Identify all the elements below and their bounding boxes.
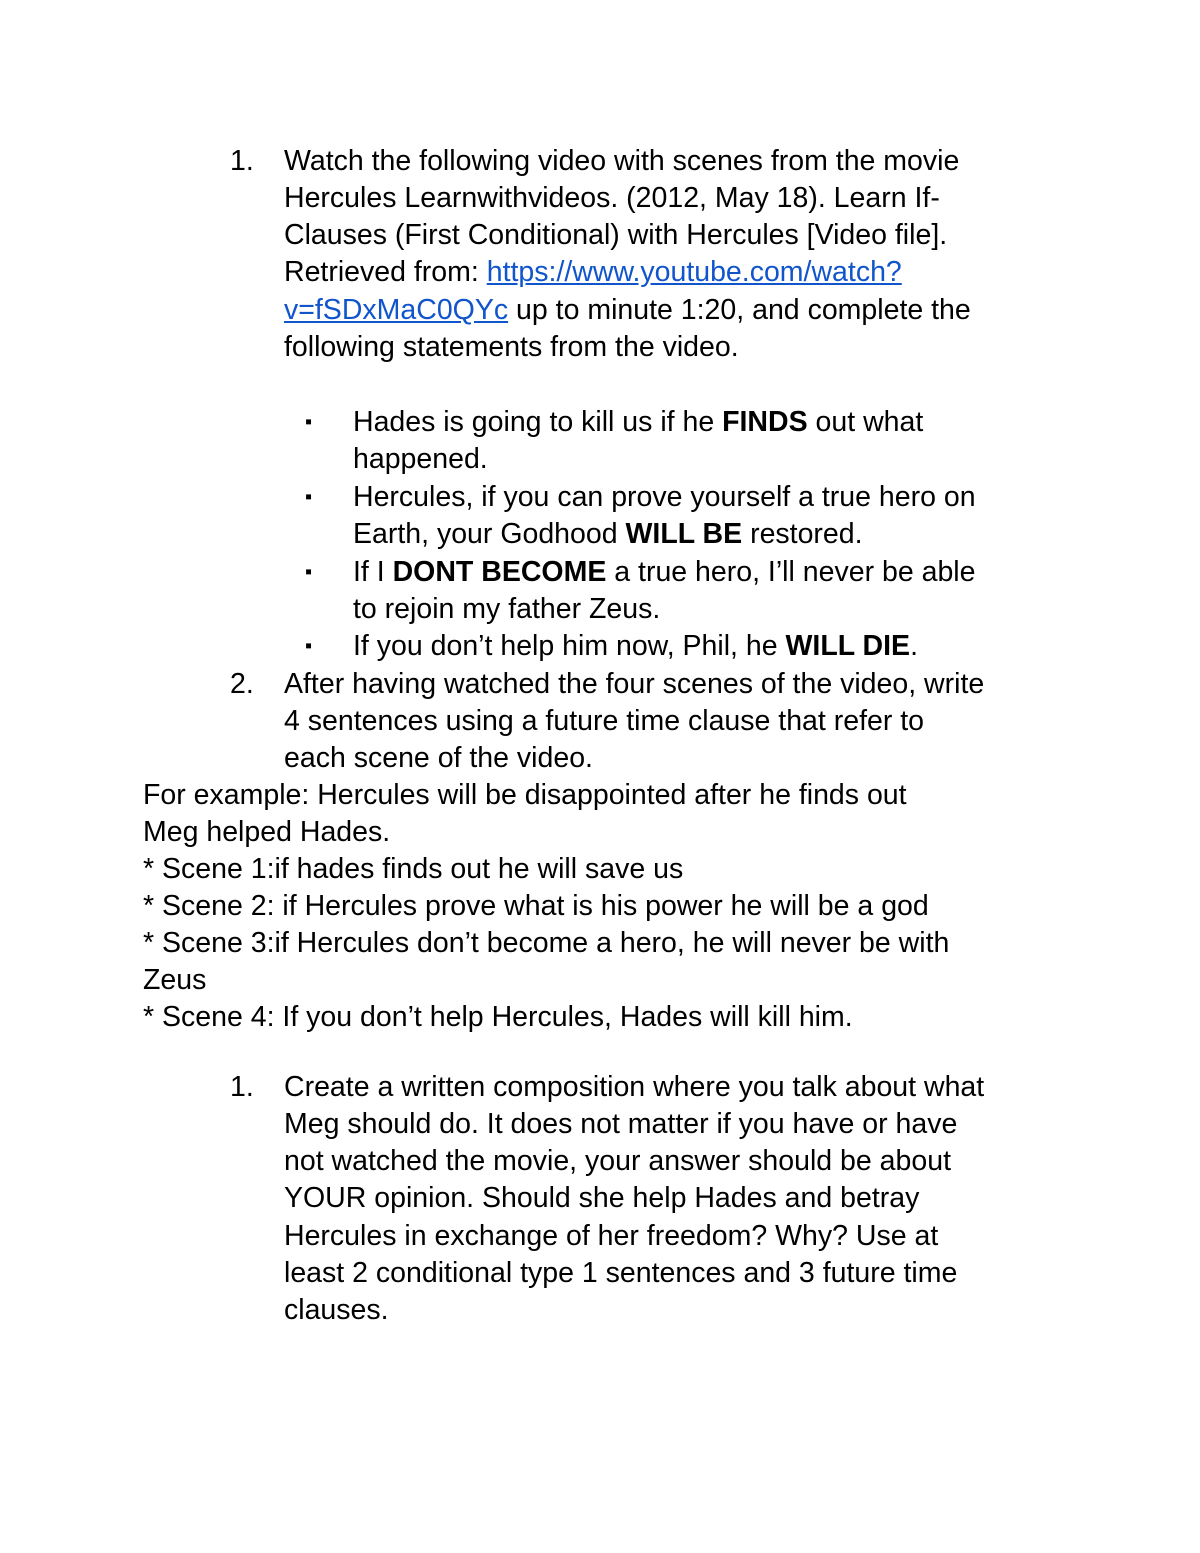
list-number: 1.: [230, 1071, 254, 1103]
retrieved-label: Retrieved from:: [284, 256, 487, 288]
bullet-text: Earth, your Godhood: [353, 518, 626, 550]
paragraph-text: up to minute 1:20, and complete the: [508, 294, 971, 326]
paragraph-line: Hercules in exchange of her freedom? Why? Use at: [284, 1220, 939, 1252]
paragraph-line: each scene of the video.: [284, 742, 593, 774]
bold-answer: WILL DIE: [785, 630, 911, 662]
bullet-line: [353, 516, 863, 553]
bullet-text: out what: [807, 406, 924, 438]
paragraph-line: not watched the movie, your answer should be about: [284, 1145, 951, 1177]
bullet-line: [353, 404, 923, 441]
bullet-line: [353, 554, 975, 591]
paragraph-line: Meg should do. It does not matter if you have or have: [284, 1108, 958, 1140]
bullet-text: Hades is going to kill us if he: [353, 406, 723, 438]
bullet-marker: ▪: [305, 486, 313, 508]
paragraph-line: Hercules Learnwithvideos. (2012, May 18). Learn If-: [284, 182, 940, 214]
paragraph-line: After having watched the four scenes of the video, write: [284, 668, 985, 700]
bullet-line: Hercules, if you can prove yourself a true hero on: [353, 481, 976, 513]
example-line: Meg helped Hades.: [143, 816, 391, 848]
bullet-marker: ▪: [305, 635, 313, 657]
paragraph-line: Clauses (First Conditional) with Hercules [Video file].: [284, 219, 948, 251]
video-link[interactable]: https://www.youtube.com/watch?: [486, 256, 902, 288]
scene-answer: Zeus: [143, 964, 207, 996]
bullet-line: to rejoin my father Zeus.: [353, 593, 661, 625]
bold-answer: FINDS: [722, 406, 808, 438]
scene-answer: * Scene 3:if Hercules don’t become a hero, he will never be with: [143, 927, 950, 959]
paragraph-line: clauses.: [284, 1294, 389, 1326]
bullet-text: If you don’t help him now, Phil, he: [353, 630, 786, 662]
bullet-text: a true hero, I’ll never be able: [606, 556, 976, 588]
paragraph-line: Watch the following video with scenes from the movie: [284, 145, 960, 177]
bullet-text: restored.: [742, 518, 863, 550]
bullet-line: [353, 628, 918, 665]
paragraph-line: [284, 254, 902, 291]
video-link-continued[interactable]: v=fSDxMaC0QYc: [284, 294, 509, 326]
scene-answer: * Scene 1:if hades finds out he will save us: [143, 853, 684, 885]
paragraph-line: YOUR opinion. Should she help Hades and betray: [284, 1182, 920, 1214]
bullet-marker: ▪: [305, 411, 313, 433]
bold-answer: WILL BE: [625, 518, 743, 550]
example-line: For example: Hercules will be disappointed after he finds out: [143, 779, 907, 811]
scene-answer: * Scene 2: if Hercules prove what is his power he will be a god: [143, 890, 929, 922]
bullet-text: .: [910, 630, 918, 662]
bold-answer: DONT BECOME: [392, 556, 607, 588]
paragraph-line: following statements from the video.: [284, 331, 739, 363]
paragraph-line: Create a written composition where you talk about what: [284, 1071, 985, 1103]
paragraph-line: least 2 conditional type 1 sentences and 3 future time: [284, 1257, 958, 1289]
list-number: 2.: [230, 668, 254, 700]
list-number: 1.: [230, 145, 254, 177]
paragraph-line: [284, 292, 971, 329]
bullet-text: If I: [353, 556, 393, 588]
scene-answer: * Scene 4: If you don’t help Hercules, Hades will kill him.: [143, 1001, 853, 1033]
paragraph-line: 4 sentences using a future time clause that refer to: [284, 705, 925, 737]
bullet-marker: ▪: [305, 561, 313, 583]
bullet-line: happened.: [353, 443, 488, 475]
